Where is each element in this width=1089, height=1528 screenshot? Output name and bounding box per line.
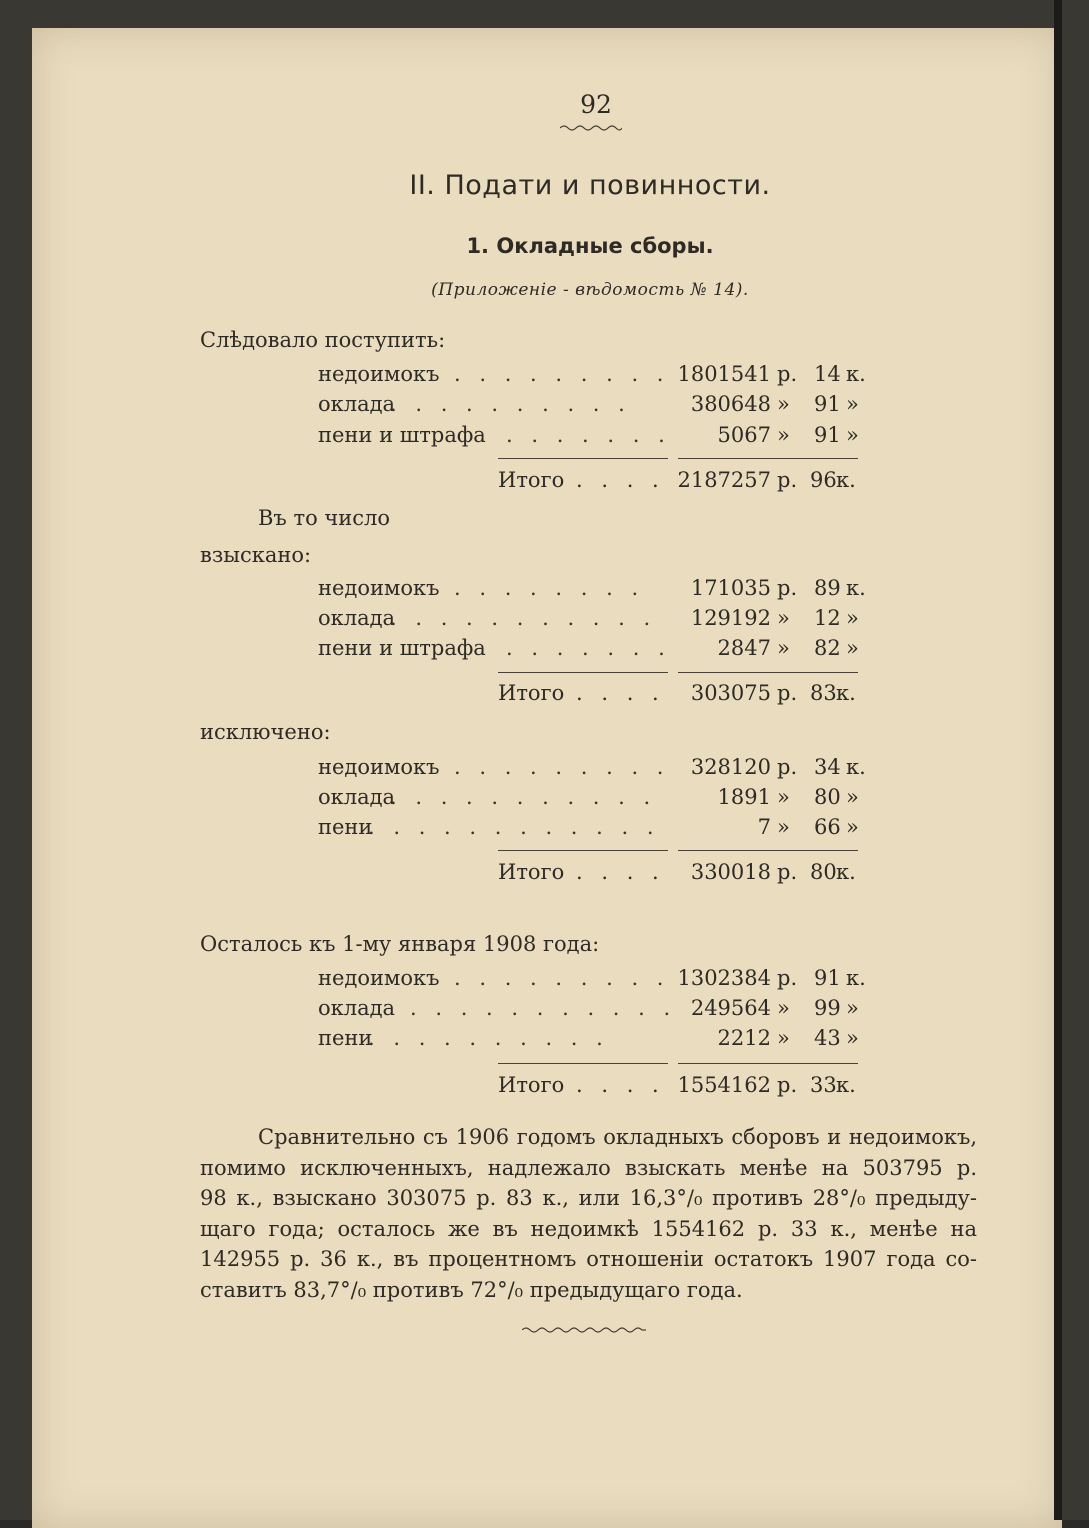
- ruble-unit: »: [777, 815, 790, 839]
- kopeck-unit: к.: [846, 966, 866, 990]
- excluded-row-kopecks: 80: [814, 785, 841, 809]
- excluded-row: [318, 815, 863, 843]
- due-total-row: [498, 468, 863, 496]
- leader-dots: . . . . . . . . .: [454, 362, 670, 386]
- section-heading: II. Подати и повинности.: [409, 170, 771, 201]
- ruble-unit: р.: [777, 681, 798, 705]
- total-label: Итого: [498, 860, 565, 884]
- total-rule: [498, 850, 668, 851]
- kopeck-unit: к.: [846, 755, 866, 779]
- due-row-label: оклада: [318, 392, 396, 416]
- excluded-total-row: [498, 860, 863, 888]
- remaining-row-label: оклада: [318, 996, 396, 1020]
- leader-dots: . . . . . . . . .: [454, 966, 670, 990]
- remaining-row-kopecks: 43: [814, 1026, 841, 1050]
- leader-dots: . . . . . . . .: [454, 576, 645, 600]
- section-label-collected: взыскано:: [200, 543, 312, 567]
- excluded-row-rubles: 1891: [717, 785, 771, 809]
- due-row-kopecks: 14: [814, 362, 841, 386]
- due-row: [318, 423, 863, 451]
- ruble-unit: р.: [777, 576, 798, 600]
- ruble-unit: »: [777, 996, 790, 1020]
- remaining-row-rubles: 1302384: [677, 966, 771, 990]
- due-row-rubles: 5067: [717, 423, 771, 447]
- paragraph-line: 142955 р. 36 к., въ процентномъ отношеніи остатокъ 1907 года со-: [200, 1247, 977, 1271]
- ornament-top: [560, 124, 622, 132]
- due-row-rubles: 380648: [690, 392, 771, 416]
- kopeck-unit: к.: [836, 860, 856, 884]
- collected-row-label: недоимокъ: [318, 576, 440, 600]
- ruble-unit: »: [777, 392, 790, 416]
- total-label: Итого: [498, 468, 565, 492]
- leader-dots: . . . . . . . . . .: [390, 392, 631, 416]
- total-rule: [498, 458, 668, 459]
- ruble-unit: р.: [777, 860, 798, 884]
- book-spine: [1054, 0, 1062, 1520]
- kopeck-unit: к.: [836, 681, 856, 705]
- leader-dots: . . . .: [576, 860, 665, 884]
- excluded-row-rubles: 328120: [690, 755, 771, 779]
- due-total-rubles: 2187257: [677, 468, 771, 492]
- leader-dots: . . . .: [576, 681, 665, 705]
- kopeck-unit: к.: [836, 468, 856, 492]
- remaining-total-kopecks: 33: [810, 1073, 837, 1097]
- paragraph-line: помимо исключенныхъ, надлежало взыскать менѣе на 503795 р.: [200, 1155, 977, 1180]
- excluded-row-label: пени: [318, 815, 373, 839]
- leader-dots: . . . . . . .: [506, 636, 671, 660]
- remaining-row-kopecks: 91: [814, 966, 841, 990]
- collected-row-label: пени и штрафа: [318, 636, 486, 660]
- total-rule: [498, 672, 668, 673]
- collected-row-kopecks: 89: [814, 576, 841, 600]
- section-label-remaining: Осталось къ 1-му января 1908 года:: [200, 932, 600, 956]
- leader-dots: . . . . . . . . . . .: [390, 785, 657, 809]
- collected-row-label: оклада: [318, 606, 396, 630]
- in-that-number-label: Въ то число: [258, 506, 391, 530]
- section-label-excluded: исключено:: [200, 720, 331, 744]
- kopeck-unit: »: [846, 996, 859, 1020]
- remaining-row-label: недоимокъ: [318, 966, 440, 990]
- paragraph-line: щаго года; осталось же въ недоимкѣ 1554162 р. 33 к., менѣе на: [200, 1216, 977, 1241]
- collected-row: [318, 576, 866, 604]
- collected-total-kopecks: 83: [810, 681, 837, 705]
- kopeck-unit: »: [846, 815, 859, 839]
- collected-row: [318, 636, 863, 664]
- ruble-unit: р.: [777, 362, 798, 386]
- leader-dots: . . . . . . . . .: [454, 755, 670, 779]
- excluded-row-label: оклада: [318, 785, 396, 809]
- excluded-row-kopecks: 66: [814, 815, 841, 839]
- total-rule: [678, 672, 858, 673]
- remaining-row: [318, 996, 863, 1024]
- excluded-row: [318, 785, 863, 813]
- ruble-unit: »: [777, 636, 790, 660]
- leader-dots: . . . .: [576, 468, 665, 492]
- due-row-kopecks: 91: [814, 392, 841, 416]
- remaining-total-row: [498, 1073, 863, 1101]
- ruble-unit: р.: [777, 468, 798, 492]
- ruble-unit: »: [777, 606, 790, 630]
- collected-row-kopecks: 82: [814, 636, 841, 660]
- section-label-due: Слѣдовало поступить:: [200, 328, 446, 352]
- remaining-row-label: пени: [318, 1026, 373, 1050]
- kopeck-unit: »: [846, 606, 859, 630]
- collected-row: [318, 606, 863, 634]
- excluded-row-rubles: 7: [757, 815, 771, 839]
- remaining-row-rubles: 249564: [690, 996, 771, 1020]
- total-rule: [678, 458, 858, 459]
- paragraph-line: ставитъ 83,7°/₀ противъ 72°/₀ предыдущаго года.: [200, 1277, 743, 1302]
- remaining-row: [318, 1026, 863, 1054]
- leader-dots: . . . . . . . . . . . .: [368, 815, 660, 839]
- due-row-label: недоимокъ: [318, 362, 440, 386]
- collected-row-rubles: 2847: [717, 636, 771, 660]
- collected-row-rubles: 171035: [690, 576, 771, 600]
- due-row: [318, 392, 863, 420]
- ruble-unit: »: [777, 785, 790, 809]
- kopeck-unit: »: [846, 785, 859, 809]
- due-row: [318, 362, 866, 390]
- due-total-kopecks: 96: [810, 468, 837, 492]
- excluded-row-label: недоимокъ: [318, 755, 440, 779]
- ruble-unit: р.: [777, 755, 798, 779]
- leader-dots: . . . .: [576, 1073, 665, 1097]
- due-row-label: пени и штрафа: [318, 423, 486, 447]
- ruble-unit: р.: [777, 966, 798, 990]
- appendix-note: (Приложеніе - вѣдомость № 14).: [431, 280, 749, 300]
- excluded-total-rubles: 330018: [690, 860, 771, 884]
- remaining-total-rubles: 1554162: [677, 1073, 771, 1097]
- subsection-heading: 1. Окладные сборы.: [466, 234, 714, 258]
- leader-dots: . . . . . . . . . . .: [410, 996, 677, 1020]
- paragraph-line: 98 к., взыскано 303075 р. 83 к., или 16,3°/₀ противъ 28°/₀ предыду-: [200, 1186, 977, 1210]
- ornament-bottom: [522, 1326, 646, 1334]
- leader-dots: . . . . . . . . . . .: [390, 606, 657, 630]
- summary-paragraph: [200, 1122, 977, 1305]
- remaining-row-kopecks: 99: [814, 996, 841, 1020]
- total-rule: [498, 1063, 668, 1064]
- kopeck-unit: »: [846, 1026, 859, 1050]
- kopeck-unit: »: [846, 392, 859, 416]
- collected-total-rubles: 303075: [690, 681, 771, 705]
- total-rule: [678, 1063, 858, 1064]
- excluded-row-kopecks: 34: [814, 755, 841, 779]
- kopeck-unit: »: [846, 636, 859, 660]
- due-row-rubles: 1801541: [677, 362, 771, 386]
- leader-dots: . . . . . . . . . .: [368, 1026, 609, 1050]
- ruble-unit: »: [777, 1026, 790, 1050]
- page-number: 92: [580, 90, 612, 119]
- total-label: Итого: [498, 681, 565, 705]
- paragraph-line: Сравнительно съ 1906 годомъ окладныхъ сборовъ и недоимокъ,: [258, 1125, 977, 1149]
- ruble-unit: р.: [777, 1073, 798, 1097]
- kopeck-unit: к.: [846, 576, 866, 600]
- leader-dots: . . . . . . .: [506, 423, 671, 447]
- due-row-kopecks: 91: [814, 423, 841, 447]
- collected-row-rubles: 129192: [690, 606, 771, 630]
- kopeck-unit: к.: [846, 362, 866, 386]
- remaining-row: [318, 966, 866, 994]
- excluded-row: [318, 755, 866, 783]
- kopeck-unit: »: [846, 423, 859, 447]
- excluded-total-kopecks: 80: [810, 860, 837, 884]
- total-label: Итого: [498, 1073, 565, 1097]
- kopeck-unit: к.: [836, 1073, 856, 1097]
- ruble-unit: »: [777, 423, 790, 447]
- total-rule: [678, 850, 858, 851]
- collected-total-row: [498, 681, 863, 709]
- collected-row-kopecks: 12: [814, 606, 841, 630]
- remaining-row-rubles: 2212: [717, 1026, 771, 1050]
